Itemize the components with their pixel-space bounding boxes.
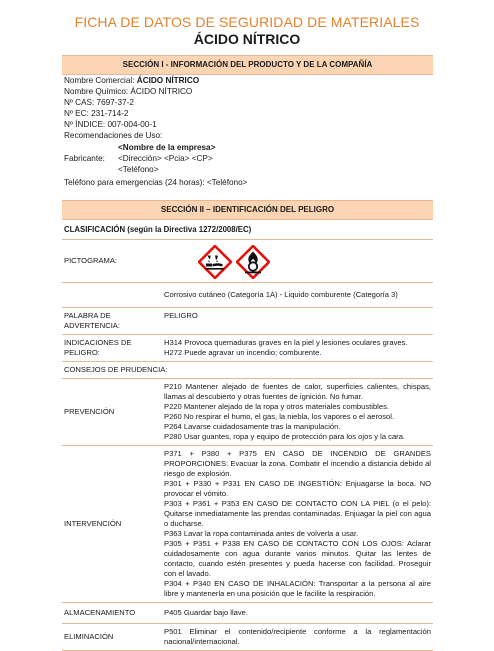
prevention-item: P220 Mantener alejado de la ropa y otros materiales combustibles. xyxy=(164,402,389,411)
document-content xyxy=(62,55,433,651)
product-title: ÁCIDO NÍTRICO xyxy=(193,31,301,47)
commercial-name-value: ÁCIDO NÍTRICO xyxy=(136,76,200,85)
response-item: P371 + P380 + P375 EN CASO DE INCENDIO DE GRANDES PROPORCIONES: Evacuar la zona. Combatir el incendio a distancia debido al riesgo de explosión. xyxy=(164,449,431,478)
hazard-classes: Corrosivo cutáneo (Categoría 1A) - Liquido comburente (Categoría 3) xyxy=(164,290,398,299)
pictogram-row xyxy=(62,240,433,283)
prevention-item: P210 Mantener alejado de fuentes de calor, superficies calientes, chispas, llamas al descubierto y otras fuentes de ignición. No fumar. xyxy=(164,382,431,401)
storage-label: ALMACENAMIENTO xyxy=(64,608,136,617)
hazard-statements-row xyxy=(62,335,433,362)
response-item: P363 Lavar la ropa contaminada antes de volverla a usar. xyxy=(164,529,359,538)
hazard-classes-row xyxy=(62,283,433,308)
response-row xyxy=(62,446,433,603)
chemical-name: Nombre Químico: ÁCIDO NÍTRICO xyxy=(64,87,193,96)
precautionary-row xyxy=(62,362,433,379)
prevention-item: P264 Lavarse cuidadosamente tras la manipulación. xyxy=(164,422,341,431)
response-label: INTERVENCIÓN xyxy=(64,519,122,528)
hazard-h272: H272 Puede agravar un incendio; comburente. xyxy=(164,348,322,357)
storage-row xyxy=(62,603,433,624)
use-recommendations: Recomendaciones de Uso: xyxy=(64,131,163,140)
storage-statement: P405 Guardar bajo llave. xyxy=(164,608,249,617)
prevention-statements xyxy=(162,379,433,445)
signal-word-value: PELIGRO xyxy=(164,311,198,320)
product-info xyxy=(62,75,433,188)
manufacturer-address: <Dirección> <Pcia> <CP> xyxy=(118,154,213,163)
pictograms xyxy=(162,240,433,282)
prevention-item: P280 Usar guantes, ropa y equipo de protección para los ojos y la cara. xyxy=(164,432,406,441)
ec-number: Nº EC: 231-714-2 xyxy=(64,109,129,118)
commercial-name xyxy=(64,75,433,86)
signal-word-label: PALABRA DE ADVERTENCIA: xyxy=(64,311,120,330)
prevention-label: PREVENCIÓN xyxy=(64,407,115,416)
emergency-phone: Teléfono para emergencias (24 horas): <Teléfono> xyxy=(64,178,248,187)
disposal-label: ELIMINACIÓN xyxy=(64,632,114,641)
response-item: P304 + P340 EN CASO DE INHALACIÓN: Transportar a la persona al aire libre y mantenerla en una posición que le facilite la respiración. xyxy=(164,579,431,598)
manufacturer-phone: <Teléfono> xyxy=(118,165,159,174)
hazard-statements-label: INDICACIONES DE PELIGRO: xyxy=(64,338,132,357)
manufacturer-label: Fabricante: xyxy=(64,154,105,163)
classification-heading: CLASIFICACIÓN (según la Directiva 1272/2008/EC) xyxy=(62,220,433,240)
disposal-row xyxy=(62,624,433,651)
manufacturer-name: <Nombre de la empresa> xyxy=(118,143,216,152)
document-title: FICHA DE DATOS DE SEGURIDAD DE MATERIALES xyxy=(74,14,420,30)
manufacturer-details xyxy=(118,142,215,175)
disposal-statement: P501 Eliminar el contenido/recipiente conforme a la reglamentación nacional/internacional. xyxy=(164,627,431,646)
manufacturer-block xyxy=(64,142,433,175)
hazard-statements xyxy=(162,335,433,361)
corrosive-icon xyxy=(198,245,232,279)
signal-word-row xyxy=(62,308,433,335)
oxidizer-icon xyxy=(236,245,270,279)
response-item: P303 + P361 + P353 EN CASO DE CONTACTO CON LA PIEL (o el pelo): Quitarse inmediatamente las prendas contaminadas. Enjuagar la piel con agua o ducharse. xyxy=(164,499,431,528)
precautionary-label: CONSEJOS DE PRUDENCIA: xyxy=(64,365,168,374)
section-2-heading: SECCIÓN II – IDENTIFICACIÓN DEL PELIGRO xyxy=(62,200,433,220)
response-statements xyxy=(162,446,433,602)
response-item: P301 + P330 + P331 EN CASO DE INGESTIÓN: Enjuagarse la boca. NO provocar el vómito. xyxy=(164,479,431,498)
section-1-heading: SECCIÓN I - INFORMACIÓN DEL PRODUCTO Y DE LA COMPAÑÍA xyxy=(62,55,433,75)
commercial-name-label: Nombre Comercial: xyxy=(64,76,137,85)
prevention-item: P260 No respirar el humo, el gas, la niebla, los vapores o el aerosol. xyxy=(164,412,395,421)
cas-number: Nº CAS: 7697-37-2 xyxy=(64,98,134,107)
prevention-row xyxy=(62,379,433,446)
hazard-h314: H314 Provoca quemaduras graves en la piel y lesiones oculares graves. xyxy=(164,338,408,347)
pictogram-label: PICTOGRAMA: xyxy=(64,256,118,265)
index-number: Nº ÍNDICE: 007-004-00-1 xyxy=(64,120,157,129)
response-item: P305 + P351 + P338 EN CASO DE CONTACTO CON LOS OJOS: Aclarar cuidadosamente con agua durante varios minutos. Quitar las lentes de contacto, cuando estén presentes y pueda hacerse con facilidad. Proseguir con el lavado. xyxy=(164,539,431,578)
